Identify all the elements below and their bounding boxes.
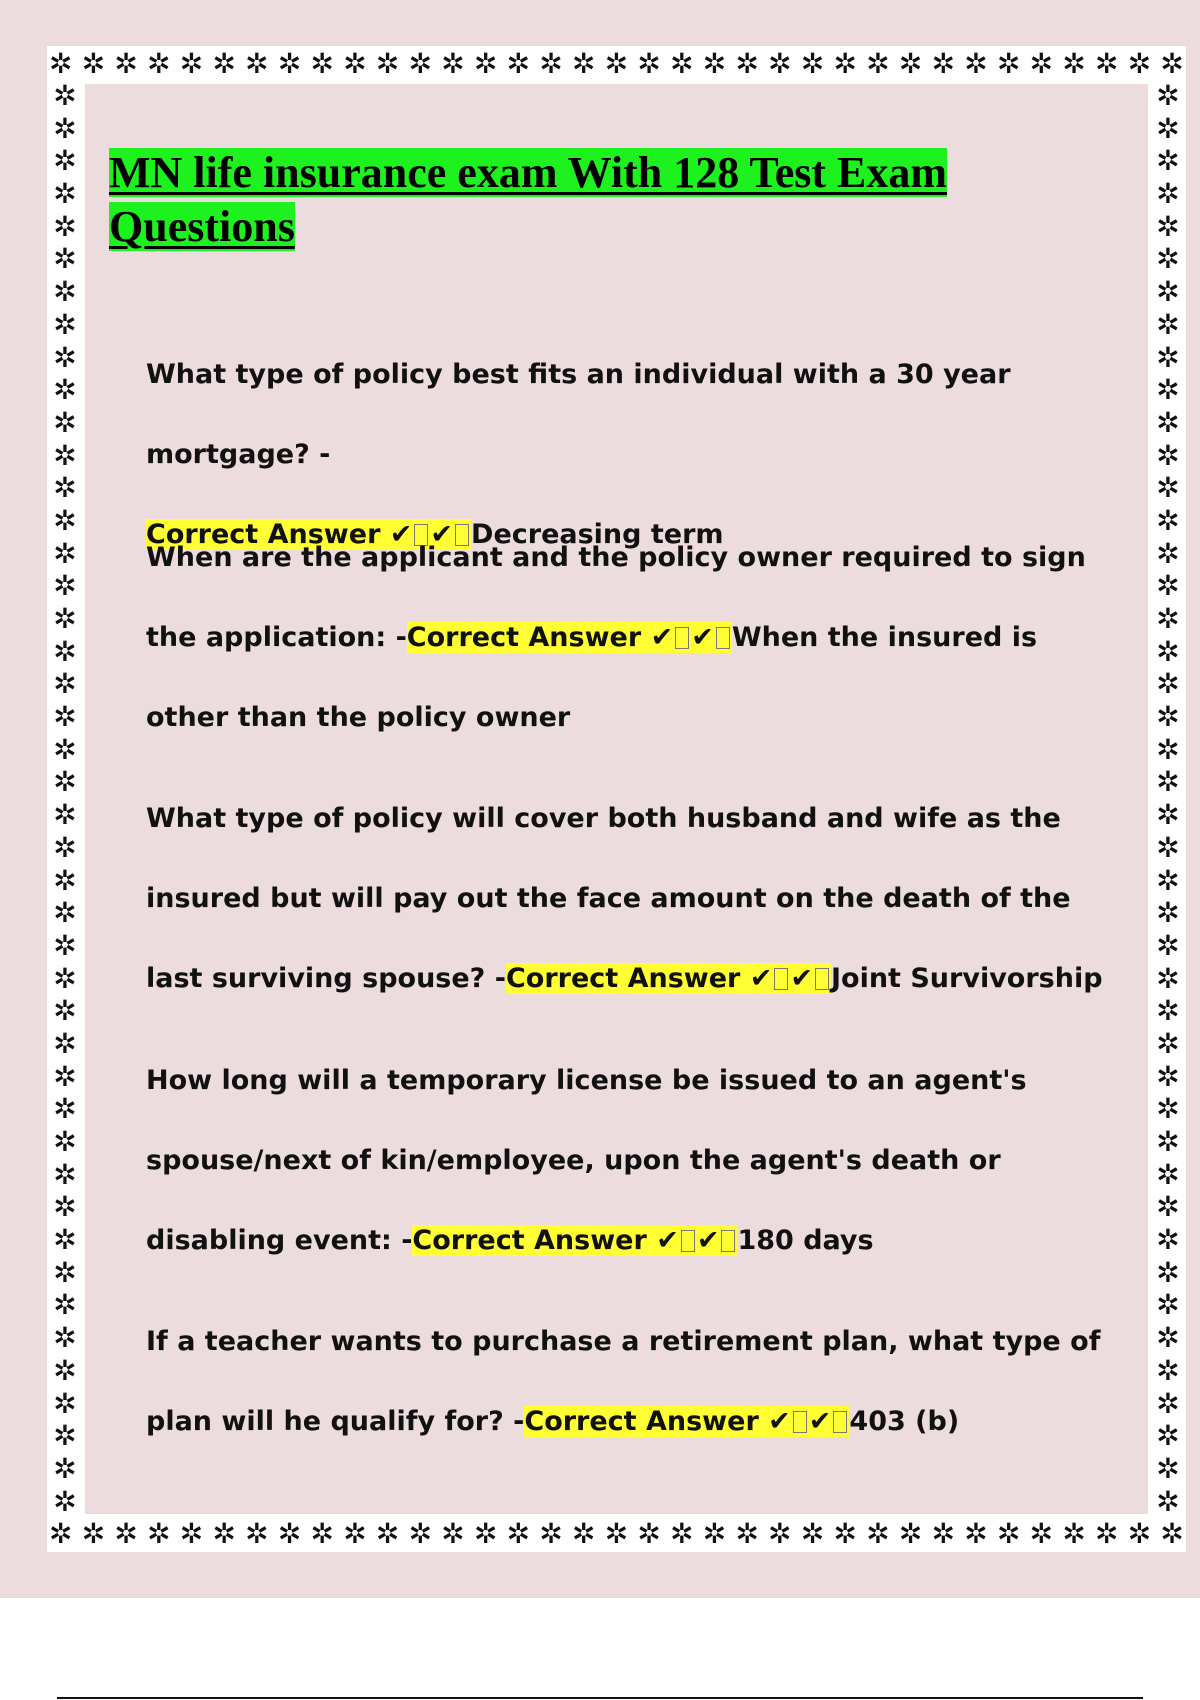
- missing-glyph-icon: [774, 968, 788, 990]
- border-star-icon: ✲: [1156, 405, 1180, 439]
- border-star-icon: ✲: [53, 1190, 77, 1224]
- border-star-icon: ✲: [53, 798, 77, 832]
- border-star-icon: ✲: [768, 1518, 792, 1550]
- border-star-icon: ✲: [53, 1288, 77, 1322]
- border-star-icon: ✲: [1156, 1255, 1180, 1289]
- answer-text: 180 days: [737, 1225, 874, 1256]
- border-star-icon: ✲: [212, 1518, 236, 1550]
- border-star-icon: ✲: [539, 48, 563, 80]
- border-star-icon: ✲: [637, 1518, 661, 1550]
- border-star-icon: ✲: [1156, 994, 1180, 1028]
- border-star-icon: ✲: [473, 48, 498, 80]
- question-text: If a teacher wants to purchase a retirement plan, what type of plan will he qualify for? -: [146, 1326, 1101, 1437]
- border-star-icon: ✲: [670, 48, 694, 80]
- border-star-icon: ✲: [53, 634, 77, 668]
- border-star-icon: ✲: [310, 48, 335, 80]
- answer-text: Joint Survivorship: [830, 963, 1103, 994]
- border-star-icon: ✲: [931, 1518, 956, 1550]
- border-star-icon: ✲: [1156, 307, 1180, 341]
- border-star-icon: ✲: [1156, 1125, 1180, 1158]
- border-star-icon: ✲: [1095, 48, 1119, 80]
- border-star-icon: ✲: [1156, 275, 1180, 309]
- marker-text: Correct Answer ✔: [412, 1225, 679, 1256]
- missing-glyph-icon: [716, 627, 730, 649]
- border-star-icon: ✲: [539, 1518, 563, 1550]
- border-star-icon: ✲: [53, 1223, 77, 1257]
- check-icon: ✔: [790, 963, 813, 994]
- question-text: How long will a temporary license be issued to an agent's spouse/next of kin/employee, upon the agent's death or disabling event: -: [146, 1065, 1027, 1256]
- border-star-icon: ✲: [53, 1255, 77, 1289]
- border-star-icon: ✲: [179, 48, 204, 80]
- border-star-icon: ✲: [53, 667, 77, 701]
- qa-item-2: [146, 518, 1106, 758]
- border-star-icon: ✲: [408, 48, 433, 80]
- border-star-icon: ✲: [1156, 177, 1180, 211]
- border-star-icon: ✲: [53, 830, 77, 864]
- border-star-icon: ✲: [1156, 80, 1180, 112]
- border-star-icon: ✲: [53, 111, 77, 145]
- border-star-icon: ✲: [1156, 928, 1180, 962]
- border-star-icon: ✲: [53, 1451, 77, 1485]
- border-star-icon: ✲: [53, 602, 77, 635]
- border-right: [1152, 80, 1184, 1518]
- border-star-icon: ✲: [343, 48, 367, 80]
- border-star-icon: ✲: [53, 177, 77, 211]
- border-star-icon: ✲: [833, 1518, 858, 1550]
- border-star-icon: ✲: [1062, 1518, 1086, 1550]
- border-star-icon: ✲: [1029, 48, 1054, 80]
- border-star-icon: ✲: [53, 1484, 77, 1518]
- border-star-icon: ✲: [1156, 373, 1180, 407]
- border-star-icon: ✲: [408, 1518, 433, 1550]
- border-star-icon: ✲: [604, 1518, 629, 1550]
- border-star-icon: ✲: [1156, 1288, 1180, 1322]
- border-star-icon: ✲: [1156, 1451, 1180, 1485]
- border-star-icon: ✲: [441, 1518, 465, 1550]
- border-star-icon: ✲: [441, 48, 465, 80]
- border-star-icon: ✲: [147, 48, 171, 80]
- border-star-icon: ✲: [1095, 1518, 1119, 1550]
- border-star-icon: ✲: [343, 1518, 367, 1550]
- qa-item-4: [146, 1041, 1106, 1281]
- missing-glyph-icon: [793, 1411, 807, 1433]
- check-icon: ✔: [696, 1225, 720, 1256]
- border-star-icon: ✲: [53, 896, 77, 930]
- border-star-icon: ✲: [53, 405, 77, 439]
- border-star-icon: ✲: [1156, 1321, 1180, 1355]
- border-star-icon: ✲: [53, 1125, 77, 1158]
- border-star-icon: ✲: [1156, 536, 1180, 570]
- border-star-icon: ✲: [245, 1518, 269, 1550]
- border-star-icon: ✲: [53, 1157, 77, 1191]
- marker-text: Correct Answer ✔: [505, 963, 773, 994]
- border-star-icon: ✲: [53, 209, 77, 243]
- border-star-icon: ✲: [1156, 503, 1180, 537]
- border-star-icon: ✲: [81, 48, 106, 80]
- border-star-icon: ✲: [1127, 1518, 1152, 1550]
- border-star-icon: ✲: [1156, 1386, 1180, 1420]
- border-star-icon: ✲: [277, 48, 302, 80]
- border-star-icon: ✲: [53, 765, 77, 799]
- answer-text: When the insured is other than the policy owner: [146, 622, 1038, 733]
- border-star-icon: ✲: [1156, 765, 1180, 799]
- border-star-icon: ✲: [53, 569, 77, 603]
- missing-glyph-icon: [721, 1230, 735, 1252]
- border-star-icon: ✲: [1156, 602, 1180, 635]
- missing-glyph-icon: [815, 968, 829, 990]
- border-star-icon: ✲: [1156, 1223, 1180, 1257]
- border-star-icon: ✲: [53, 242, 77, 276]
- border-star-icon: ✲: [800, 48, 825, 80]
- border-star-icon: ✲: [53, 928, 77, 962]
- border-star-icon: ✲: [1156, 700, 1180, 734]
- missing-glyph-icon: [833, 1411, 847, 1433]
- border-star-icon: ✲: [1156, 1419, 1180, 1453]
- border-star-icon: ✲: [53, 144, 77, 178]
- footer-rule: [57, 1697, 1143, 1699]
- border-star-icon: ✲: [1156, 1190, 1180, 1224]
- border-star-icon: ✲: [53, 961, 77, 995]
- border-star-icon: ✲: [53, 863, 77, 897]
- border-star-icon: ✲: [1156, 667, 1180, 701]
- answer-text: Decreasing term: [471, 519, 724, 550]
- border-star-icon: ✲: [81, 1518, 106, 1550]
- check-icon: ✔: [808, 1406, 832, 1437]
- border-star-icon: ✲: [53, 275, 77, 309]
- border-star-icon: ✲: [53, 1386, 77, 1420]
- border-star-icon: ✲: [1156, 1092, 1180, 1126]
- border-star-icon: ✲: [866, 1518, 890, 1550]
- border-star-icon: ✲: [1156, 242, 1180, 276]
- border-star-icon: ✲: [1029, 1518, 1054, 1550]
- border-star-icon: ✲: [114, 1518, 138, 1550]
- border-star-icon: ✲: [506, 1518, 531, 1550]
- border-star-icon: ✲: [53, 373, 77, 407]
- border-star-icon: ✲: [1156, 471, 1180, 505]
- missing-glyph-icon: [681, 1230, 695, 1252]
- border-star-icon: ✲: [964, 48, 988, 80]
- title-highlight: MN life insurance exam With 128 Test Exam Questions: [109, 148, 948, 251]
- border-star-icon: ✲: [702, 48, 727, 80]
- border-star-icon: ✲: [1062, 48, 1086, 80]
- border-star-icon: ✲: [735, 1518, 759, 1550]
- border-star-icon: ✲: [53, 307, 77, 341]
- border-star-icon: ✲: [1156, 830, 1180, 864]
- qa-item-5: [146, 1302, 1106, 1462]
- border-star-icon: ✲: [245, 48, 269, 80]
- border-star-icon: ✲: [1156, 1353, 1180, 1387]
- border-star-icon: ✲: [1156, 1484, 1180, 1518]
- border-star-icon: ✲: [114, 48, 138, 80]
- answer-marker: [506, 963, 831, 994]
- border-star-icon: ✲: [179, 1518, 204, 1550]
- border-star-icon: ✲: [375, 48, 400, 80]
- border-star-icon: ✲: [1156, 798, 1180, 832]
- border-star-icon: ✲: [1156, 144, 1180, 178]
- border-star-icon: ✲: [53, 340, 77, 374]
- border-star-icon: ✲: [996, 48, 1021, 80]
- border-star-icon: ✲: [53, 1321, 77, 1355]
- border-left: [49, 80, 81, 1518]
- border-star-icon: ✲: [53, 994, 77, 1028]
- border-star-icon: ✲: [277, 1518, 302, 1550]
- border-star-icon: ✲: [53, 700, 77, 734]
- qa-item-3: [146, 779, 1106, 1019]
- border-star-icon: ✲: [53, 732, 77, 766]
- border-star-icon: ✲: [53, 1353, 77, 1387]
- border-star-icon: ✲: [53, 1026, 77, 1060]
- marker-text: Correct Answer ✔: [524, 1406, 791, 1437]
- border-star-icon: ✲: [53, 1419, 77, 1453]
- border-star-icon: ✲: [147, 1518, 171, 1550]
- answer-marker: [412, 1225, 737, 1256]
- border-star-icon: ✲: [833, 48, 858, 80]
- border-star-icon: ✲: [53, 438, 77, 472]
- border-top: [49, 48, 1184, 80]
- border-star-icon: ✲: [310, 1518, 335, 1550]
- border-star-icon: ✲: [212, 48, 236, 80]
- border-star-icon: ✲: [898, 1518, 923, 1550]
- border-star-icon: ✲: [1156, 438, 1180, 472]
- answer-marker: [407, 622, 732, 653]
- border-star-icon: ✲: [996, 1518, 1021, 1550]
- border-star-icon: ✲: [1160, 48, 1184, 80]
- border-bottom: [49, 1518, 1184, 1550]
- border-star-icon: ✲: [931, 48, 956, 80]
- missing-glyph-icon: [675, 627, 689, 649]
- answer-marker: [524, 1406, 849, 1437]
- border-star-icon: ✲: [506, 48, 531, 80]
- check-icon: ✔: [430, 519, 454, 550]
- border-star-icon: ✲: [49, 1518, 73, 1550]
- border-star-icon: ✲: [1160, 1518, 1184, 1550]
- document-title: [109, 146, 1069, 254]
- border-star-icon: ✲: [735, 48, 759, 80]
- border-star-icon: ✲: [768, 48, 792, 80]
- border-star-icon: ✲: [1156, 340, 1180, 374]
- border-star-icon: ✲: [572, 1518, 596, 1550]
- border-star-icon: ✲: [866, 48, 890, 80]
- border-star-icon: ✲: [1156, 209, 1180, 243]
- border-star-icon: ✲: [1156, 569, 1180, 603]
- border-star-icon: ✲: [964, 1518, 988, 1550]
- border-star-icon: ✲: [1156, 111, 1180, 145]
- border-star-icon: ✲: [473, 1518, 498, 1550]
- border-star-icon: ✲: [375, 1518, 400, 1550]
- border-star-icon: ✲: [1156, 896, 1180, 930]
- border-star-icon: ✲: [637, 48, 661, 80]
- border-star-icon: ✲: [49, 48, 73, 80]
- border-star-icon: ✲: [53, 471, 77, 505]
- answer-text: 403 (b): [849, 1406, 960, 1437]
- border-star-icon: ✲: [800, 1518, 825, 1550]
- border-star-icon: ✲: [1127, 48, 1152, 80]
- question-text: When are the applicant and the policy owner required to sign the application: -: [146, 542, 1086, 653]
- marker-text: Correct Answer ✔: [146, 519, 413, 550]
- border-star-icon: ✲: [572, 48, 596, 80]
- border-star-icon: ✲: [898, 48, 923, 80]
- check-icon: ✔: [691, 622, 714, 653]
- border-star-icon: ✲: [1156, 961, 1180, 995]
- border-star-icon: ✲: [1156, 1026, 1180, 1060]
- marker-text: Correct Answer ✔: [406, 622, 674, 653]
- border-star-icon: ✲: [1156, 1059, 1180, 1093]
- border-star-icon: ✲: [1156, 863, 1180, 897]
- border-star-icon: ✲: [1156, 732, 1180, 766]
- question-text: What type of policy best fits an individual with a 30 year mortgage? -: [146, 359, 1011, 470]
- border-star-icon: ✲: [670, 1518, 694, 1550]
- border-star-icon: ✲: [53, 1092, 77, 1126]
- border-star-icon: ✲: [1156, 634, 1180, 668]
- border-star-icon: ✲: [53, 536, 77, 570]
- border-star-icon: ✲: [702, 1518, 727, 1550]
- question-text: What type of policy will cover both husband and wife as the insured but will pay out the face amount on the death of the last surviving spouse? -: [146, 803, 1071, 994]
- border-star-icon: ✲: [1156, 1157, 1180, 1191]
- border-star-icon: ✲: [53, 503, 77, 537]
- border-star-icon: ✲: [604, 48, 629, 80]
- border-star-icon: ✲: [53, 1059, 77, 1093]
- border-star-icon: ✲: [53, 80, 77, 112]
